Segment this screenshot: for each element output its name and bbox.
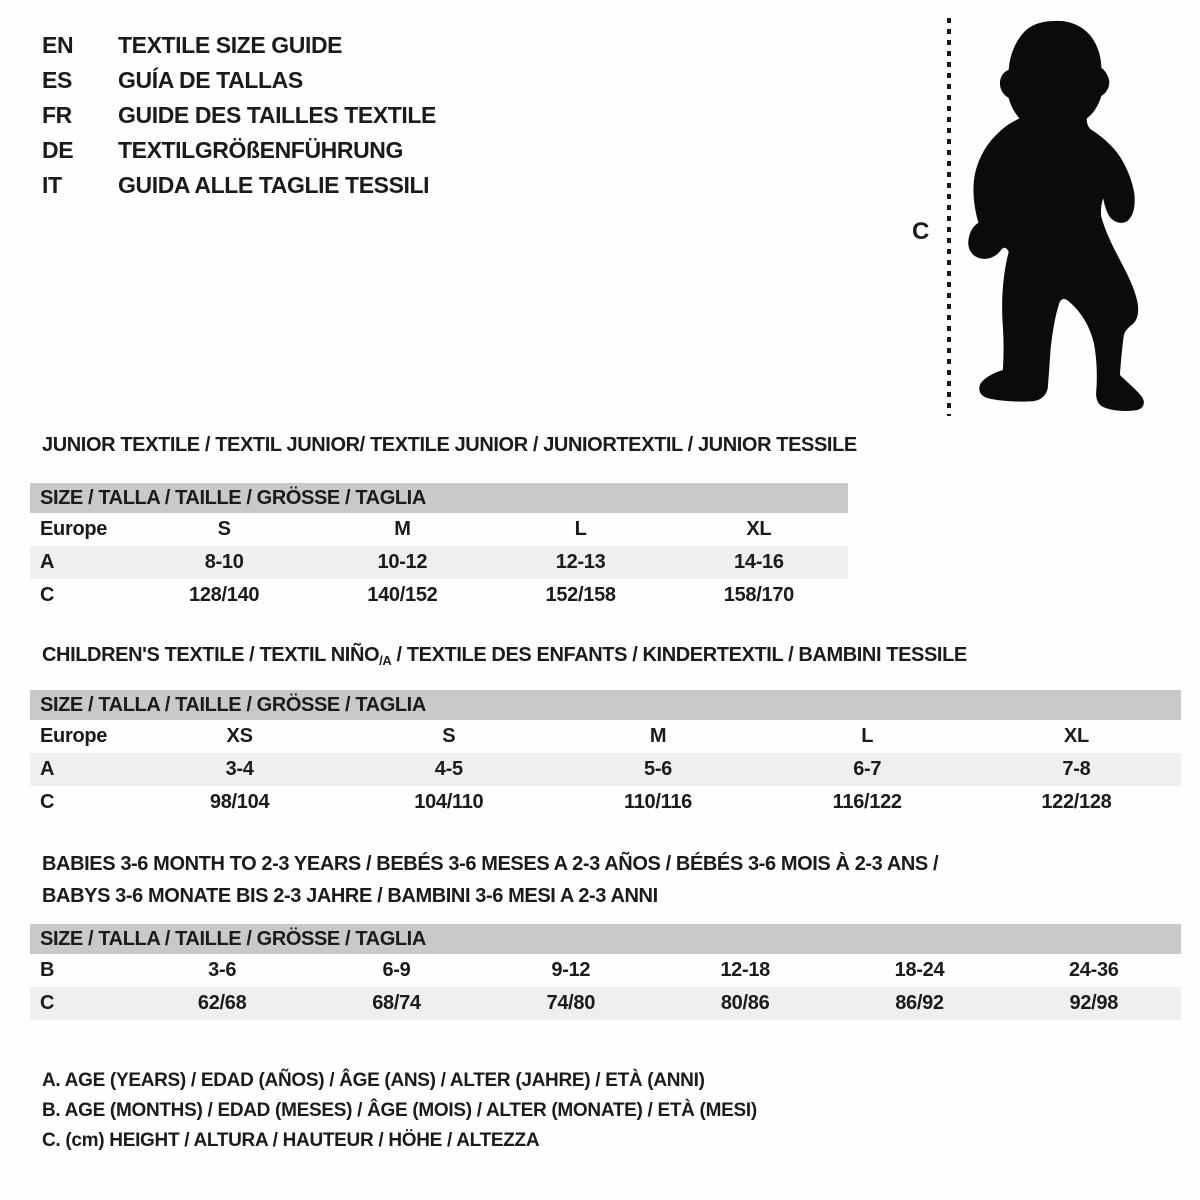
row-label: A bbox=[40, 758, 55, 780]
language-title: GUÍA DE TALLAS bbox=[118, 67, 303, 93]
children-title-after: / TEXTILE DES ENFANTS / KINDERTEXTIL / BAMBINI TESSILE bbox=[391, 644, 967, 666]
size-cell: XL bbox=[746, 518, 772, 540]
language-title: TEXTILE SIZE GUIDE bbox=[118, 32, 343, 58]
size-cell: M bbox=[649, 725, 667, 747]
table-row-europe bbox=[30, 720, 1181, 753]
table-row-age-months bbox=[30, 954, 1181, 987]
height-cell: 74/80 bbox=[546, 992, 596, 1014]
babies-title-line1: BABIES 3-6 MONTH TO 2-3 YEARS / BEBÉS 3-6 MESES A 2-3 AÑOS / BÉBÉS 3-6 MOIS À 2-3 ANS / bbox=[42, 853, 939, 875]
babies-title-line2: BABYS 3-6 MONATE BIS 2-3 JAHRE / BAMBINI 3-6 MESI A 2-3 ANNI bbox=[42, 885, 658, 907]
age-cell: 4-5 bbox=[434, 758, 463, 780]
row-label: B bbox=[40, 959, 55, 981]
row-label: Europe bbox=[40, 518, 108, 540]
language-row-en bbox=[42, 28, 436, 63]
size-cell: M bbox=[394, 518, 411, 540]
size-cell: L bbox=[574, 518, 587, 540]
height-cell: 116/122 bbox=[832, 791, 902, 813]
language-title: GUIDE DES TAILLES TEXTILE bbox=[118, 102, 436, 128]
size-cell: XS bbox=[226, 725, 253, 747]
height-cell: 68/74 bbox=[372, 992, 421, 1014]
language-code: DE bbox=[42, 137, 74, 163]
language-code: FR bbox=[42, 102, 72, 128]
age-cell: 6-7 bbox=[853, 758, 882, 780]
height-cell: 80/86 bbox=[720, 992, 770, 1014]
table-row-height-cm bbox=[30, 786, 1181, 819]
age-cell: 5-6 bbox=[644, 758, 673, 780]
table-row-height-cm bbox=[30, 987, 1181, 1020]
children-title-before: CHILDREN'S TEXTILE / TEXTIL NIÑO bbox=[42, 644, 380, 666]
age-cell: 3-4 bbox=[225, 758, 254, 780]
table-row-height-cm bbox=[30, 579, 848, 612]
size-header-label: SIZE / TALLA / TAILLE / GRÖSSE / TAGLIA bbox=[40, 486, 426, 509]
junior-size-table bbox=[30, 483, 848, 612]
size-header-bar bbox=[30, 924, 1181, 954]
age-cell: 10-12 bbox=[377, 551, 428, 573]
height-measure-label: C bbox=[912, 218, 930, 245]
language-row-es bbox=[42, 63, 436, 98]
height-cell: 92/98 bbox=[1069, 992, 1119, 1014]
children-title-sub: /A bbox=[379, 653, 392, 668]
legend-age-years: A. AGE (YEARS) / EDAD (AÑOS) / ÂGE (ANS) / ALTER (JAHRE) / ETÀ (ANNI) bbox=[42, 1070, 705, 1091]
age-cell: 9-12 bbox=[551, 959, 591, 981]
age-cell: 3-6 bbox=[208, 959, 237, 981]
children-size-table bbox=[30, 690, 1181, 819]
age-cell: 6-9 bbox=[382, 959, 411, 981]
age-cell: 8-10 bbox=[204, 551, 244, 573]
size-header-label: SIZE / TALLA / TAILLE / GRÖSSE / TAGLIA bbox=[40, 693, 426, 716]
size-header-bar bbox=[30, 690, 1181, 720]
row-label: C bbox=[40, 791, 55, 813]
table-row-age-years bbox=[30, 753, 1181, 786]
language-title: GUIDA ALLE TAGLIE TESSILI bbox=[118, 172, 430, 198]
row-label: C bbox=[40, 992, 55, 1014]
babies-size-table bbox=[30, 924, 1181, 1020]
size-cell: XL bbox=[1063, 725, 1089, 747]
height-cell: 62/68 bbox=[197, 992, 247, 1014]
age-cell: 7-8 bbox=[1062, 758, 1091, 780]
measure-legend bbox=[42, 1066, 757, 1156]
babies-section-title bbox=[42, 848, 938, 912]
table-row-europe bbox=[30, 513, 848, 546]
age-cell: 12-13 bbox=[555, 551, 606, 573]
age-cell: 12-18 bbox=[720, 959, 770, 981]
height-cell: 110/116 bbox=[624, 791, 692, 813]
size-cell: S bbox=[442, 725, 456, 747]
legend-age-months: B. AGE (MONTHS) / EDAD (MESES) / ÂGE (MOIS) / ALTER (MONATE) / ETÀ (MESI) bbox=[42, 1100, 757, 1121]
children-section-title bbox=[42, 644, 967, 668]
language-title-list bbox=[42, 28, 436, 203]
size-cell: L bbox=[861, 725, 874, 747]
height-measure-dashed-line bbox=[947, 18, 951, 416]
row-label: C bbox=[40, 584, 55, 606]
height-cell: 152/158 bbox=[545, 584, 616, 606]
language-code: ES bbox=[42, 67, 72, 93]
height-cell: 98/104 bbox=[209, 791, 270, 813]
legend-height-cm: C. (cm) HEIGHT / ALTURA / HAUTEUR / HÖHE / ALTEZZA bbox=[42, 1130, 540, 1151]
table-row-age-years bbox=[30, 546, 848, 579]
language-title: TEXTILGRÖßENFÜHRUNG bbox=[118, 137, 403, 163]
row-label: A bbox=[40, 551, 55, 573]
size-cell: S bbox=[217, 518, 231, 540]
language-code: EN bbox=[42, 32, 74, 58]
age-cell: 24-36 bbox=[1068, 959, 1119, 981]
language-row-de bbox=[42, 133, 436, 168]
height-cell: 140/152 bbox=[367, 584, 438, 606]
height-cell: 122/128 bbox=[1041, 791, 1112, 813]
junior-section-title: JUNIOR TEXTILE / TEXTIL JUNIOR/ TEXTILE JUNIOR / JUNIORTEXTIL / JUNIOR TESSILE bbox=[42, 434, 857, 456]
row-label: Europe bbox=[40, 725, 108, 747]
age-cell: 18-24 bbox=[894, 959, 945, 981]
height-cell: 104/110 bbox=[414, 791, 484, 813]
toddler-silhouette-icon bbox=[958, 14, 1153, 416]
age-cell: 14-16 bbox=[734, 551, 784, 573]
size-header-bar bbox=[30, 483, 848, 513]
language-row-fr bbox=[42, 98, 436, 133]
height-cell: 158/170 bbox=[723, 584, 794, 606]
size-header-label: SIZE / TALLA / TAILLE / GRÖSSE / TAGLIA bbox=[40, 927, 426, 950]
language-row-it bbox=[42, 168, 436, 203]
height-cell: 86/92 bbox=[895, 992, 944, 1014]
language-code: IT bbox=[42, 172, 62, 198]
height-cell: 128/140 bbox=[189, 584, 260, 606]
